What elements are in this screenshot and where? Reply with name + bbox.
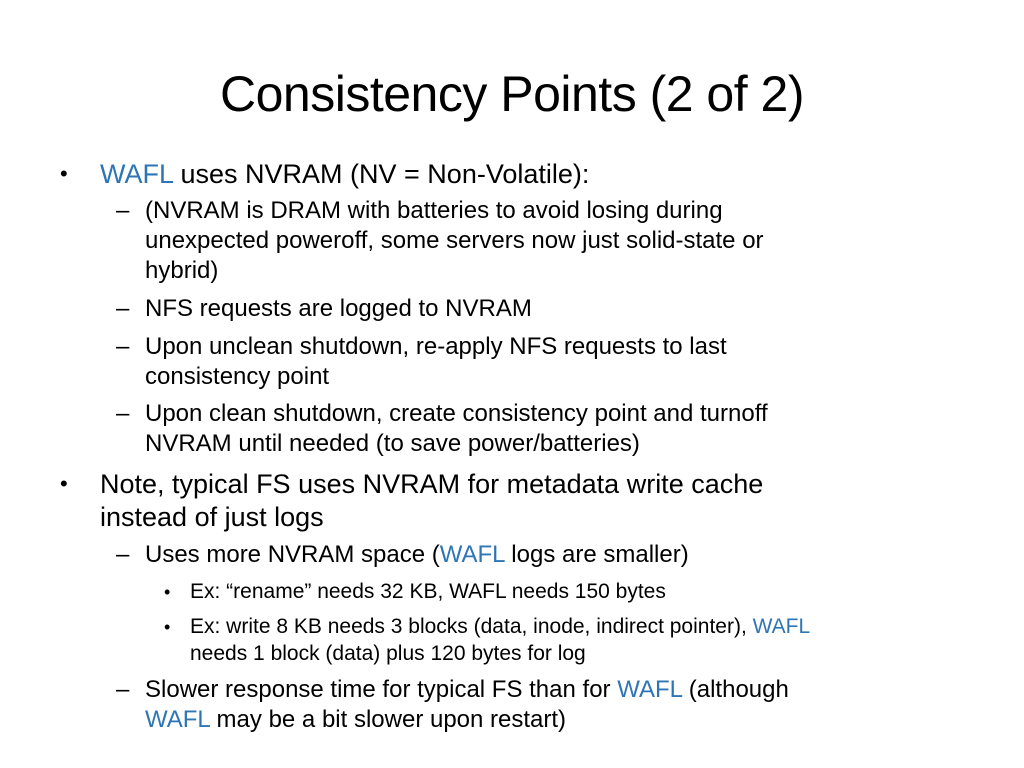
sub-unclean-shutdown-line2: consistency point — [145, 363, 330, 390]
subsub-rename-example: Ex: “rename” needs 32 KB, WAFL needs 150 bytes — [190, 580, 666, 603]
sub-more-nvram-space — [145, 540, 689, 570]
bullet-text: uses NVRAM (NV = Non-Volatile): — [173, 159, 590, 189]
dash-marker: – — [116, 295, 130, 322]
wafl-term: WAFL — [617, 676, 683, 703]
wafl-term: WAFL — [752, 615, 811, 638]
dash-marker: – — [116, 333, 130, 360]
wafl-term: WAFL — [100, 159, 173, 189]
dash-marker: – — [116, 541, 130, 568]
bullet-marker: • — [164, 582, 171, 602]
bullet-marker: • — [60, 471, 68, 496]
sub-text: may be a bit slower upon restart) — [209, 706, 567, 733]
sub-text: Slower response time for typical FS than for — [145, 676, 618, 703]
dash-marker: – — [116, 197, 130, 224]
bullet-typical-fs-line1: Note, typical FS uses NVRAM for metadata write cache — [100, 469, 764, 499]
wafl-term: WAFL — [145, 706, 210, 733]
sub-nfs-logged: NFS requests are logged to NVRAM — [145, 295, 532, 322]
bullet-wafl-uses-nvram — [100, 158, 589, 190]
slide-title: Consistency Points (2 of 2) — [220, 66, 804, 122]
subsub-write-example-line2: needs 1 block (data) plus 120 bytes for log — [190, 642, 586, 665]
dash-marker: – — [116, 400, 130, 427]
dash-marker: – — [116, 676, 130, 703]
bullet-typical-fs-line2: instead of just logs — [100, 502, 324, 532]
sub-slower-response-line1 — [145, 675, 789, 705]
sub-text: Uses more NVRAM space ( — [145, 541, 440, 568]
bullet-marker: • — [60, 161, 68, 186]
sub-unclean-shutdown-line1: Upon unclean shutdown, re-apply NFS requests to last — [145, 333, 727, 360]
sub-text: Ex: write 8 KB needs 3 blocks (data, inode, indirect pointer), — [190, 615, 753, 638]
sub-nvram-definition-line1: (NVRAM is DRAM with batteries to avoid losing during — [145, 197, 723, 224]
sub-nvram-definition-line3: hybrid) — [145, 257, 219, 284]
bullet-marker: • — [164, 617, 171, 637]
sub-slower-response-line2 — [145, 705, 566, 735]
subsub-write-example-line1 — [190, 613, 810, 641]
sub-clean-shutdown-line2: NVRAM until needed (to save power/batteries) — [145, 430, 640, 457]
sub-text: (although — [682, 676, 789, 703]
sub-nvram-definition-line2: unexpected poweroff, some servers now just solid-state or — [145, 227, 764, 254]
sub-text: logs are smaller) — [504, 541, 689, 568]
wafl-term: WAFL — [439, 541, 505, 568]
sub-clean-shutdown-line1: Upon clean shutdown, create consistency point and turnoff — [145, 400, 768, 427]
